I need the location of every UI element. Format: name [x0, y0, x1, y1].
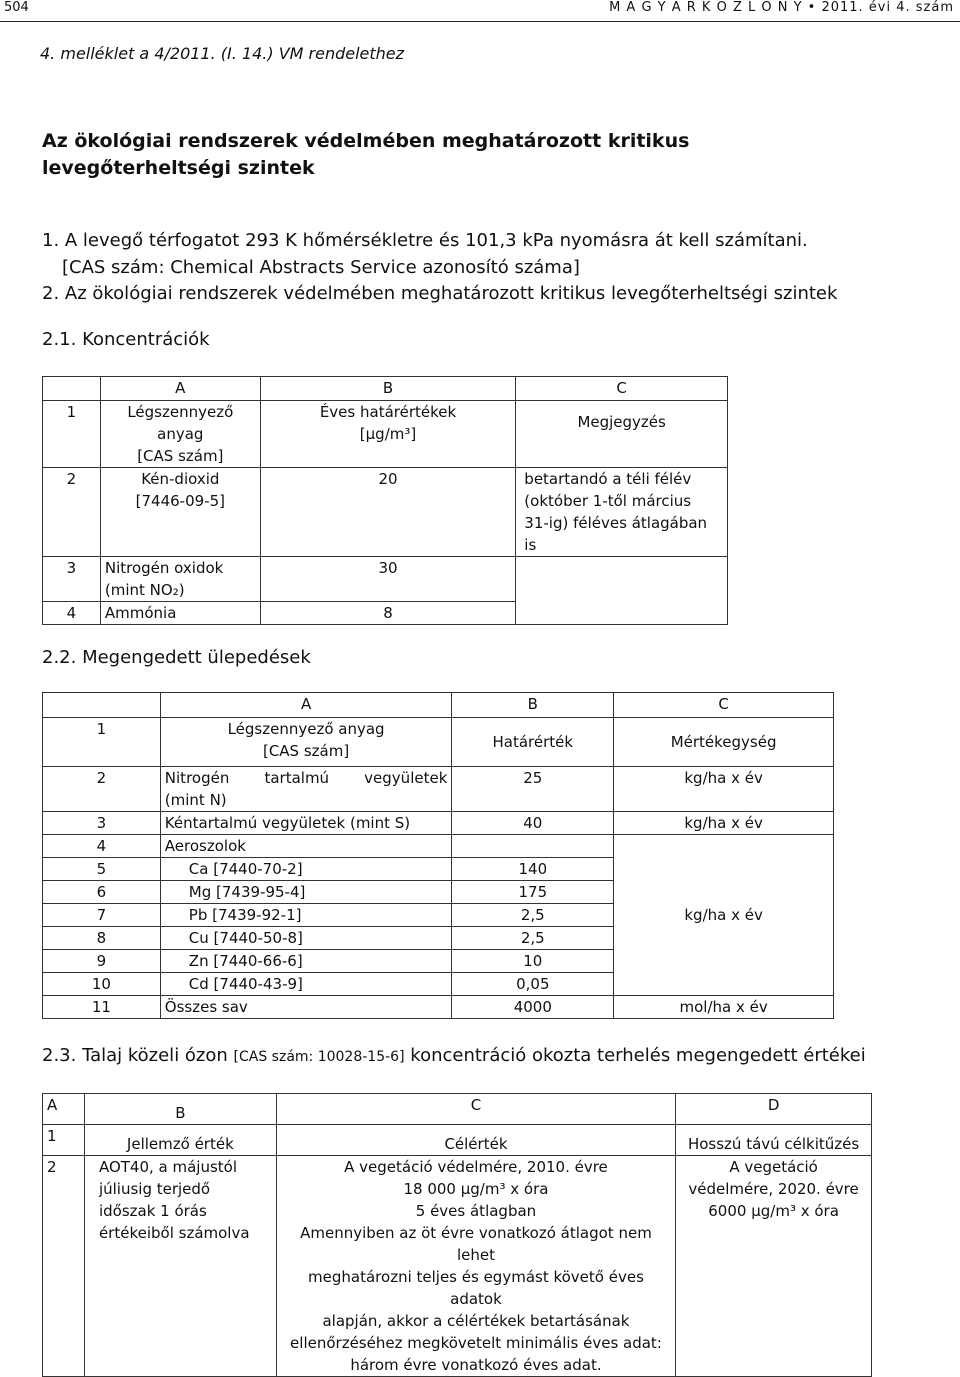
- table-row: [43, 468, 728, 557]
- text-line: is: [524, 536, 537, 554]
- table-row: [43, 557, 728, 602]
- text-line: értékeiből számolva: [98, 1224, 250, 1242]
- col-header-a: A: [43, 1094, 85, 1125]
- row-number: 3: [43, 557, 101, 602]
- table-row: [43, 718, 834, 767]
- cell-limit: 2,5: [452, 904, 614, 927]
- cell-pollutant: Zn [7440-66-6]: [160, 950, 452, 973]
- concentrations-table: [42, 376, 728, 625]
- cell-note-empty: [516, 602, 728, 625]
- cell-pollutant: Cd [7440-43-9]: [160, 973, 452, 996]
- text-line: AOT40, a májustól: [98, 1158, 238, 1176]
- cell-pollutant: Cu [7440-50-8]: [160, 927, 452, 950]
- paragraph-1: 1. A levegő térfogatot 293 K hőmérsékletre és 101,3 kPa nyomásra át kell számítani.: [42, 230, 808, 251]
- table-header-row: [43, 693, 834, 718]
- cell-pollutant: Kéntartalmú vegyületek (mint S): [160, 812, 452, 835]
- row-number: 11: [43, 996, 161, 1019]
- col-header-c: C: [614, 693, 834, 718]
- cell-limit-header: Határérték: [452, 718, 614, 767]
- text-line: 5 éves átlagban: [415, 1202, 537, 1220]
- text-line: három évre vonatkozó éves adat.: [350, 1356, 602, 1374]
- table-row: [43, 996, 834, 1019]
- row-number: 1: [43, 1125, 85, 1156]
- header-rule: [0, 21, 960, 22]
- cell-limit: 40: [452, 812, 614, 835]
- cell-characteristic: [84, 1156, 276, 1377]
- text-line: Amennyiben az öt évre vonatkozó átlagot nem lehet: [300, 1224, 652, 1264]
- annex-label: 4. melléklet a 4/2011. (I. 14.) VM rendelethez: [40, 44, 405, 63]
- table-row: [43, 1125, 872, 1156]
- row-number: 5: [43, 858, 161, 881]
- col-header-b: B: [452, 693, 614, 718]
- cell-unit: mol/ha x év: [614, 996, 834, 1019]
- cell-note: [516, 468, 728, 557]
- text-line: alapján, akkor a célértékek betartásának: [322, 1312, 630, 1330]
- col-header-a: A: [100, 377, 260, 401]
- section-2-3-title-cas: [CAS szám: 10028-15-6]: [233, 1049, 405, 1065]
- cell-target-header: Célérték: [276, 1125, 675, 1156]
- table-row: [43, 812, 834, 835]
- cell-unit: kg/ha x év: [614, 812, 834, 835]
- cell-pollutant: Ammónia: [100, 602, 260, 625]
- cell-characteristic-header: Jellemző érték: [84, 1125, 276, 1156]
- row-number: 3: [43, 812, 161, 835]
- text-line: anyag: [157, 425, 204, 443]
- row-number: 4: [43, 602, 101, 625]
- cell-pollutant: [160, 767, 452, 812]
- section-2-2-title: 2.2. Megengedett ülepedések: [42, 647, 311, 668]
- text-line: [CAS szám]: [137, 447, 224, 465]
- row-number: 10: [43, 973, 161, 996]
- text-line: ellenőrzéséhez megkövetelt minimális éves adat:: [290, 1334, 662, 1352]
- col-header-d: D: [676, 1094, 872, 1125]
- text-line: [7446-09-5]: [135, 492, 225, 510]
- text-line: meghatározni teljes és egymást követő éves adatok: [308, 1268, 644, 1308]
- cell-limit: 25: [452, 767, 614, 812]
- section-2-1-title: 2.1. Koncentrációk: [42, 329, 210, 350]
- text-line: Nitrogén tartalmú vegyületek: [164, 769, 448, 787]
- text-line: A vegetáció: [729, 1158, 818, 1176]
- table-row: [43, 401, 728, 468]
- row-number: 6: [43, 881, 161, 904]
- ozone-table: [42, 1093, 872, 1377]
- col-header-a: A: [160, 693, 452, 718]
- text-line: 18 000 µg/m³ x óra: [403, 1180, 549, 1198]
- journal-title: M A G Y A R K Ö Z L Ö N Y • 2011. évi 4. szám: [609, 0, 954, 15]
- text-line: 31-ig) féléves átlagában: [524, 514, 708, 532]
- page-header: [0, 0, 960, 26]
- cell-limit: 140: [452, 858, 614, 881]
- cell-unit-header: Mértékegység: [614, 718, 834, 767]
- text-line: betartandó a téli félév: [524, 470, 692, 488]
- text-line: (mint N): [164, 791, 227, 809]
- cell-limit-header: [260, 401, 516, 468]
- table-header-row: [43, 377, 728, 401]
- text-line: (október 1-től március: [524, 492, 692, 510]
- corner-cell: [43, 377, 101, 401]
- cell-pollutant: Összes sav: [160, 996, 452, 1019]
- table-row: [43, 1156, 872, 1377]
- row-number: 1: [43, 401, 101, 468]
- cell-unit: kg/ha x év: [614, 767, 834, 812]
- cell-pollutant: [100, 557, 260, 602]
- cell-limit: 20: [260, 468, 516, 557]
- row-number: 1: [43, 718, 161, 767]
- text-line: időszak 1 órás: [98, 1202, 207, 1220]
- table-row: [43, 835, 834, 858]
- text-line: [µg/m³]: [359, 425, 417, 443]
- col-header-c: C: [276, 1094, 675, 1125]
- cell-pollutant: Ca [7440-70-2]: [160, 858, 452, 881]
- section-2-3-title-pre: 2.3. Talaj közeli ózon: [42, 1045, 228, 1066]
- row-number: 4: [43, 835, 161, 858]
- cell-limit-empty: [452, 835, 614, 858]
- cell-limit: 10: [452, 950, 614, 973]
- cell-long-term: [676, 1156, 872, 1377]
- cell-target: [276, 1156, 675, 1377]
- row-number: 8: [43, 927, 161, 950]
- paragraph-2: 2. Az ökológiai rendszerek védelmében meghatározott kritikus levegőterheltségi szintek: [42, 283, 838, 304]
- table-header-row: [43, 1094, 872, 1125]
- col-header-b: B: [260, 377, 516, 401]
- text-line: (mint NO₂): [104, 581, 185, 599]
- text-line: Kén-dioxid: [141, 470, 220, 488]
- table-row: [43, 602, 728, 625]
- row-number: 2: [43, 1156, 85, 1377]
- cell-limit: 8: [260, 602, 516, 625]
- cell-note-empty: [516, 557, 728, 602]
- row-number: 9: [43, 950, 161, 973]
- page-number: 504: [4, 0, 29, 15]
- cell-pollutant: [100, 468, 260, 557]
- cell-note-header: Megjegyzés: [516, 401, 728, 468]
- text-line: Éves határértékek: [319, 403, 457, 421]
- section-2-3-title-post: koncentráció okozta terhelés megengedett értékei: [410, 1045, 866, 1066]
- cell-pollutant-header: [160, 718, 452, 767]
- cell-pollutant: Aeroszolok: [160, 835, 452, 858]
- document-title: Az ökológiai rendszerek védelmében meghatározott kritikus levegőterheltségi szintek: [42, 130, 690, 179]
- cell-limit: 175: [452, 881, 614, 904]
- cell-pollutant: Pb [7439-92-1]: [160, 904, 452, 927]
- cell-pollutant: Mg [7439-95-4]: [160, 881, 452, 904]
- text-line: Nitrogén oxidok: [104, 559, 224, 577]
- cell-limit: 0,05: [452, 973, 614, 996]
- corner-cell: [43, 693, 161, 718]
- text-line: 6000 µg/m³ x óra: [708, 1202, 839, 1220]
- row-number: 2: [43, 767, 161, 812]
- paragraph-cas-note: [CAS szám: Chemical Abstracts Service azonosító száma]: [62, 257, 580, 278]
- col-header-c: C: [516, 377, 728, 401]
- deposition-table: [42, 692, 834, 1019]
- cell-long-term-header: Hosszú távú célkitűzés: [676, 1125, 872, 1156]
- table-row: [43, 767, 834, 812]
- col-header-b: B: [84, 1094, 276, 1125]
- cell-limit: 2,5: [452, 927, 614, 950]
- text-line: védelmére, 2020. évre: [688, 1180, 859, 1198]
- row-number: 7: [43, 904, 161, 927]
- cell-pollutant-header: [100, 401, 260, 468]
- section-2-3-title: [42, 1045, 866, 1066]
- text-line: A vegetáció védelmére, 2010. évre: [344, 1158, 608, 1176]
- text-line: Légszennyező anyag: [227, 720, 385, 738]
- text-line: Légszennyező: [127, 403, 234, 421]
- text-line: [CAS szám]: [262, 742, 350, 760]
- row-number: 2: [43, 468, 101, 557]
- cell-limit: 30: [260, 557, 516, 602]
- text-line: júliusig terjedő: [98, 1180, 211, 1198]
- cell-unit-merged: kg/ha x év: [614, 835, 834, 996]
- cell-limit: 4000: [452, 996, 614, 1019]
